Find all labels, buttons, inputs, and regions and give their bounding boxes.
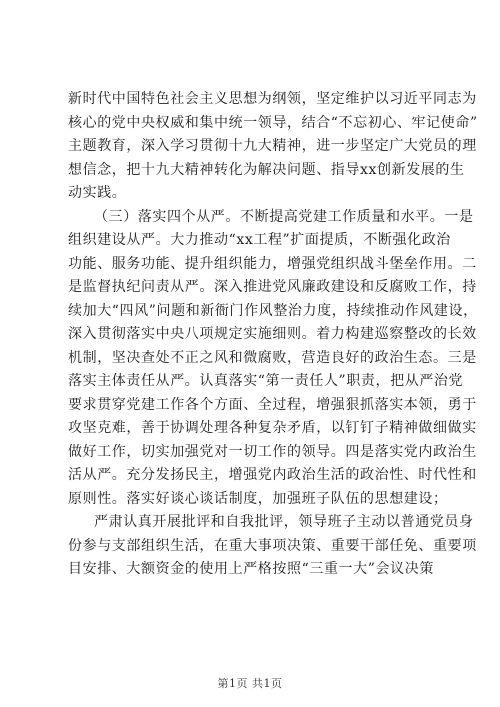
page-footer: 第1页 共1页 [217,677,283,690]
text-line: 续加大“四风”问题和新衙门作风整治力度，持续推动作风建设， [68,302,478,319]
text-line: 攻坚克难，善于协调处理各种复杂矛盾，以钉钉子精神做细做实 [68,420,477,436]
text-line: 活从严。充分发扬民主，增强党内政治生活的政治性、时代性和 [68,467,477,483]
text-line: 动实践。 [68,185,127,201]
text-line: 新时代中国特色社会主义思想为纲领，坚定维护以习近平同志为 [68,91,477,107]
text-line: 是监督执纪问责从严。深入推进党风廉政建设和反腐败工作，持 [68,279,477,295]
text-line: 核心的党中央权威和集中统一领导，结合“不忘初心、牢记使命” [68,114,478,131]
document-body [68,88,478,582]
text-line: 功能、服务功能、提升组织能力，增强党组织战斗堡垒作用。二 [68,255,477,272]
text-line: 组织建设从严。大力推动“xx工程”扩面提质，不断强化政治 [68,232,451,248]
text-line: 想信念，把十九大精神转化为解决问题、指导xx创新发展的生 [68,161,465,178]
text-line: 做好工作，切实加强党对一切工作的领导。四是落实党内政治生 [68,443,477,460]
text-line: 机制，坚决查处不正之风和微腐败，营造良好的政治生态。三是 [68,349,477,366]
text-line: 落实主体责任从严。认真落实“第一责任人”职责，把从严治党 [68,373,464,389]
paragraph-start-line: （三）落实四个从严。不断提高党建工作质量和水平。一是 [94,208,474,225]
text-line: 目安排、大额资金的使用上严格按照“三重一大”会议决策 [68,561,434,577]
text-line: 深入贯彻落实中央八项规定实施细则。着力构建巡察整改的长效 [68,326,477,342]
text-line: 原则性。落实好谈心谈话制度，加强班子队伍的思想建设； [68,490,448,507]
text-line: 份参与支部组织生活，在重大事项决策、重要干部任免、重要项 [68,537,477,554]
text-line: 要求贯穿党建工作各个方面、全过程，增强狠抓落实本领，勇于 [68,396,477,413]
paragraph-start-line: 严肃认真开展批评和自我批评，领导班子主动以普通党员身 [94,514,474,530]
text-line: 主题教育，深入学习贯彻十九大精神，进一步坚定广大党员的理 [68,138,477,154]
